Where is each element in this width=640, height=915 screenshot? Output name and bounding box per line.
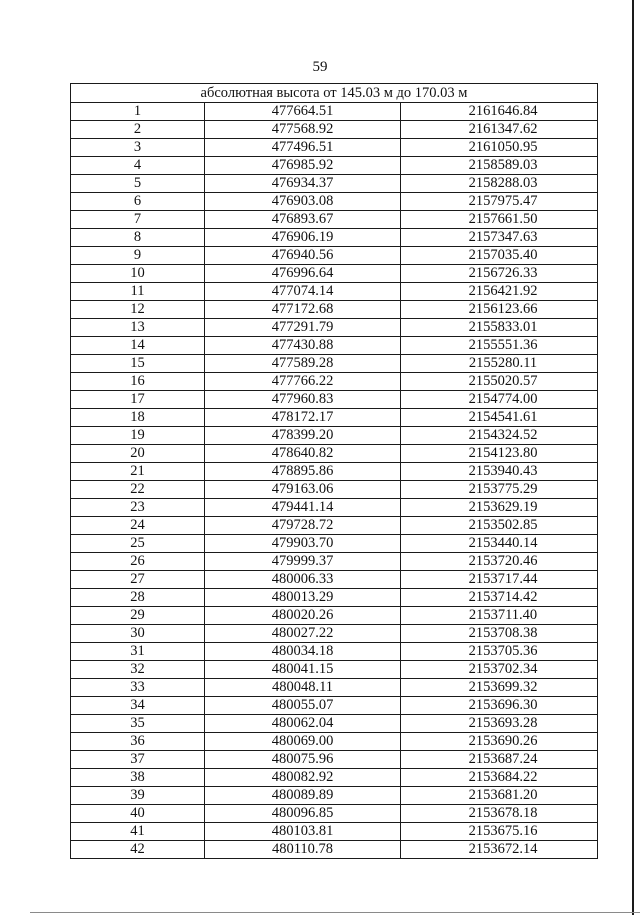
coordinates-table-body bbox=[71, 84, 598, 859]
point-number-cell: 5 bbox=[71, 175, 205, 193]
coordinate-y-cell: 2153629.19 bbox=[401, 499, 598, 517]
table-row bbox=[71, 427, 598, 445]
table-row bbox=[71, 157, 598, 175]
point-number-cell: 29 bbox=[71, 607, 205, 625]
table-row bbox=[71, 121, 598, 139]
coordinate-y-cell: 2153708.38 bbox=[401, 625, 598, 643]
coordinate-y-cell: 2153717.44 bbox=[401, 571, 598, 589]
point-number-cell: 36 bbox=[71, 733, 205, 751]
coordinate-x-cell: 480103.81 bbox=[205, 823, 401, 841]
coordinate-x-cell: 477172.68 bbox=[205, 301, 401, 319]
coordinate-x-cell: 480096.85 bbox=[205, 805, 401, 823]
coordinate-x-cell: 478172.17 bbox=[205, 409, 401, 427]
coordinate-y-cell: 2157975.47 bbox=[401, 193, 598, 211]
point-number-cell: 12 bbox=[71, 301, 205, 319]
coordinate-y-cell: 2153681.20 bbox=[401, 787, 598, 805]
coordinate-y-cell: 2154123.80 bbox=[401, 445, 598, 463]
coordinate-y-cell: 2153690.26 bbox=[401, 733, 598, 751]
coordinate-y-cell: 2153775.29 bbox=[401, 481, 598, 499]
point-number-cell: 31 bbox=[71, 643, 205, 661]
point-number-cell: 8 bbox=[71, 229, 205, 247]
table-row bbox=[71, 823, 598, 841]
point-number-cell: 1 bbox=[71, 103, 205, 121]
coordinate-y-cell: 2161050.95 bbox=[401, 139, 598, 157]
point-number-cell: 11 bbox=[71, 283, 205, 301]
coordinate-x-cell: 480027.22 bbox=[205, 625, 401, 643]
coordinate-y-cell: 2153711.40 bbox=[401, 607, 598, 625]
coordinate-x-cell: 476985.92 bbox=[205, 157, 401, 175]
coordinate-y-cell: 2153684.22 bbox=[401, 769, 598, 787]
table-row bbox=[71, 571, 598, 589]
coordinate-x-cell: 480075.96 bbox=[205, 751, 401, 769]
table-row bbox=[71, 607, 598, 625]
coordinate-x-cell: 480082.92 bbox=[205, 769, 401, 787]
table-row bbox=[71, 373, 598, 391]
coordinate-x-cell: 479441.14 bbox=[205, 499, 401, 517]
coordinate-x-cell: 479999.37 bbox=[205, 553, 401, 571]
coordinate-y-cell: 2157661.50 bbox=[401, 211, 598, 229]
table-header-row bbox=[71, 84, 598, 103]
coordinate-y-cell: 2153440.14 bbox=[401, 535, 598, 553]
table-row bbox=[71, 103, 598, 121]
coordinate-x-cell: 478895.86 bbox=[205, 463, 401, 481]
point-number-cell: 28 bbox=[71, 589, 205, 607]
coordinate-y-cell: 2153672.14 bbox=[401, 841, 598, 859]
point-number-cell: 38 bbox=[71, 769, 205, 787]
table-row bbox=[71, 751, 598, 769]
coordinate-x-cell: 477960.83 bbox=[205, 391, 401, 409]
coordinate-x-cell: 480055.07 bbox=[205, 697, 401, 715]
point-number-cell: 21 bbox=[71, 463, 205, 481]
coordinate-y-cell: 2156123.66 bbox=[401, 301, 598, 319]
table-row bbox=[71, 535, 598, 553]
coordinate-y-cell: 2153693.28 bbox=[401, 715, 598, 733]
point-number-cell: 14 bbox=[71, 337, 205, 355]
point-number-cell: 42 bbox=[71, 841, 205, 859]
coordinate-x-cell: 479163.06 bbox=[205, 481, 401, 499]
point-number-cell: 13 bbox=[71, 319, 205, 337]
point-number-cell: 2 bbox=[71, 121, 205, 139]
coordinate-y-cell: 2155020.57 bbox=[401, 373, 598, 391]
coordinate-x-cell: 480041.15 bbox=[205, 661, 401, 679]
table-row bbox=[71, 247, 598, 265]
scan-edge-right bbox=[632, 0, 634, 915]
coordinate-y-cell: 2155280.11 bbox=[401, 355, 598, 373]
table-row bbox=[71, 553, 598, 571]
coordinate-x-cell: 477766.22 bbox=[205, 373, 401, 391]
coordinate-x-cell: 479728.72 bbox=[205, 517, 401, 535]
table-row bbox=[71, 841, 598, 859]
coordinate-x-cell: 476906.19 bbox=[205, 229, 401, 247]
table-row bbox=[71, 463, 598, 481]
coordinate-x-cell: 477589.28 bbox=[205, 355, 401, 373]
point-number-cell: 27 bbox=[71, 571, 205, 589]
table-row bbox=[71, 499, 598, 517]
coordinate-y-cell: 2153675.16 bbox=[401, 823, 598, 841]
coordinate-x-cell: 480034.18 bbox=[205, 643, 401, 661]
table-row bbox=[71, 787, 598, 805]
point-number-cell: 30 bbox=[71, 625, 205, 643]
table-row bbox=[71, 409, 598, 427]
table-row bbox=[71, 661, 598, 679]
point-number-cell: 22 bbox=[71, 481, 205, 499]
point-number-cell: 35 bbox=[71, 715, 205, 733]
coordinate-x-cell: 477664.51 bbox=[205, 103, 401, 121]
point-number-cell: 24 bbox=[71, 517, 205, 535]
coordinates-table bbox=[70, 83, 598, 859]
table-row bbox=[71, 301, 598, 319]
coordinate-y-cell: 2157035.40 bbox=[401, 247, 598, 265]
coordinate-y-cell: 2153720.46 bbox=[401, 553, 598, 571]
table-header: абсолютная высота от 145.03 м до 170.03 м bbox=[71, 84, 598, 103]
coordinate-y-cell: 2156726.33 bbox=[401, 265, 598, 283]
coordinate-y-cell: 2154324.52 bbox=[401, 427, 598, 445]
point-number-cell: 33 bbox=[71, 679, 205, 697]
table-row bbox=[71, 643, 598, 661]
coordinate-y-cell: 2153699.32 bbox=[401, 679, 598, 697]
table-row bbox=[71, 805, 598, 823]
point-number-cell: 18 bbox=[71, 409, 205, 427]
point-number-cell: 17 bbox=[71, 391, 205, 409]
coordinate-x-cell: 480048.11 bbox=[205, 679, 401, 697]
coordinate-x-cell: 477430.88 bbox=[205, 337, 401, 355]
coordinate-x-cell: 477568.92 bbox=[205, 121, 401, 139]
coordinate-x-cell: 480110.78 bbox=[205, 841, 401, 859]
point-number-cell: 7 bbox=[71, 211, 205, 229]
coordinate-x-cell: 477074.14 bbox=[205, 283, 401, 301]
coordinate-y-cell: 2157347.63 bbox=[401, 229, 598, 247]
coordinate-x-cell: 480020.26 bbox=[205, 607, 401, 625]
table-row bbox=[71, 625, 598, 643]
coordinate-y-cell: 2153687.24 bbox=[401, 751, 598, 769]
coordinate-x-cell: 476893.67 bbox=[205, 211, 401, 229]
coordinate-x-cell: 476934.37 bbox=[205, 175, 401, 193]
table-row bbox=[71, 337, 598, 355]
table-row bbox=[71, 697, 598, 715]
point-number-cell: 9 bbox=[71, 247, 205, 265]
point-number-cell: 37 bbox=[71, 751, 205, 769]
table-row bbox=[71, 229, 598, 247]
coordinate-x-cell: 478640.82 bbox=[205, 445, 401, 463]
point-number-cell: 10 bbox=[71, 265, 205, 283]
table-row bbox=[71, 355, 598, 373]
coordinate-y-cell: 2153502.85 bbox=[401, 517, 598, 535]
coordinate-y-cell: 2153702.34 bbox=[401, 661, 598, 679]
coordinate-x-cell: 477496.51 bbox=[205, 139, 401, 157]
point-number-cell: 3 bbox=[71, 139, 205, 157]
table-row bbox=[71, 175, 598, 193]
coordinate-y-cell: 2154541.61 bbox=[401, 409, 598, 427]
table-row bbox=[71, 715, 598, 733]
coordinate-y-cell: 2153940.43 bbox=[401, 463, 598, 481]
coordinate-x-cell: 477291.79 bbox=[205, 319, 401, 337]
coordinate-x-cell: 476903.08 bbox=[205, 193, 401, 211]
point-number-cell: 16 bbox=[71, 373, 205, 391]
table-row bbox=[71, 139, 598, 157]
point-number-cell: 40 bbox=[71, 805, 205, 823]
table-row bbox=[71, 445, 598, 463]
point-number-cell: 39 bbox=[71, 787, 205, 805]
coordinate-y-cell: 2153696.30 bbox=[401, 697, 598, 715]
coordinate-x-cell: 476940.56 bbox=[205, 247, 401, 265]
point-number-cell: 26 bbox=[71, 553, 205, 571]
point-number-cell: 34 bbox=[71, 697, 205, 715]
coordinate-y-cell: 2158288.03 bbox=[401, 175, 598, 193]
coordinate-y-cell: 2161347.62 bbox=[401, 121, 598, 139]
coordinate-y-cell: 2154774.00 bbox=[401, 391, 598, 409]
table-row bbox=[71, 769, 598, 787]
table-row bbox=[71, 319, 598, 337]
point-number-cell: 4 bbox=[71, 157, 205, 175]
coordinate-y-cell: 2155833.01 bbox=[401, 319, 598, 337]
coordinate-x-cell: 480069.00 bbox=[205, 733, 401, 751]
coordinate-x-cell: 480013.29 bbox=[205, 589, 401, 607]
coordinate-x-cell: 478399.20 bbox=[205, 427, 401, 445]
table-row bbox=[71, 589, 598, 607]
table-row bbox=[71, 679, 598, 697]
page-number: 59 bbox=[312, 59, 328, 75]
table-row bbox=[71, 391, 598, 409]
point-number-cell: 6 bbox=[71, 193, 205, 211]
coordinate-x-cell: 476996.64 bbox=[205, 265, 401, 283]
point-number-cell: 41 bbox=[71, 823, 205, 841]
coordinate-y-cell: 2153705.36 bbox=[401, 643, 598, 661]
point-number-cell: 23 bbox=[71, 499, 205, 517]
coordinate-y-cell: 2158589.03 bbox=[401, 157, 598, 175]
coordinate-x-cell: 479903.70 bbox=[205, 535, 401, 553]
point-number-cell: 25 bbox=[71, 535, 205, 553]
point-number-cell: 19 bbox=[71, 427, 205, 445]
table-row bbox=[71, 211, 598, 229]
table-row bbox=[71, 517, 598, 535]
coordinate-y-cell: 2161646.84 bbox=[401, 103, 598, 121]
table-row bbox=[71, 193, 598, 211]
coordinate-y-cell: 2155551.36 bbox=[401, 337, 598, 355]
point-number-cell: 15 bbox=[71, 355, 205, 373]
coordinate-y-cell: 2153714.42 bbox=[401, 589, 598, 607]
table-row bbox=[71, 283, 598, 301]
table-row bbox=[71, 265, 598, 283]
coordinate-x-cell: 480062.04 bbox=[205, 715, 401, 733]
table-row bbox=[71, 733, 598, 751]
coordinate-x-cell: 480089.89 bbox=[205, 787, 401, 805]
coordinate-x-cell: 480006.33 bbox=[205, 571, 401, 589]
point-number-cell: 20 bbox=[71, 445, 205, 463]
coordinate-y-cell: 2153678.18 bbox=[401, 805, 598, 823]
point-number-cell: 32 bbox=[71, 661, 205, 679]
scan-edge-bottom bbox=[30, 912, 640, 913]
coordinate-y-cell: 2156421.92 bbox=[401, 283, 598, 301]
table-row bbox=[71, 481, 598, 499]
